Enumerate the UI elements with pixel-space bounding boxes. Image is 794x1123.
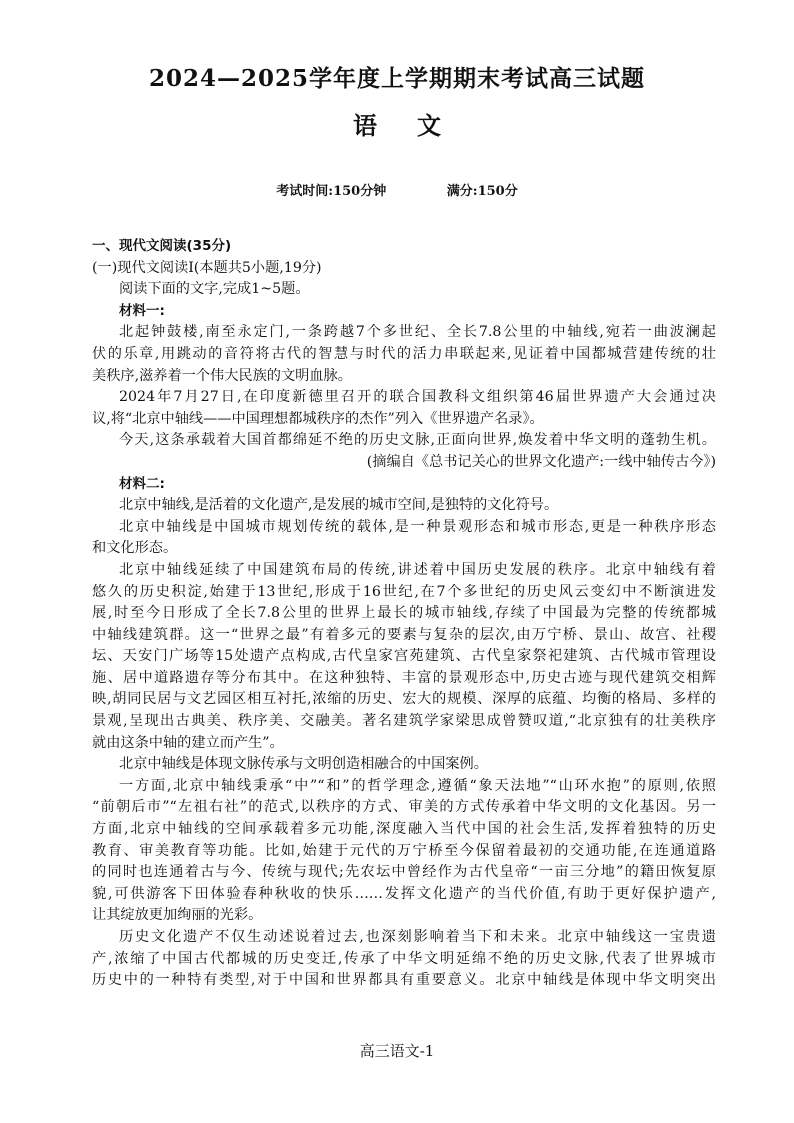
text-line: 教育、审美教育等功能。比如,始建于元代的万宁桥至今保留着最初的交通功能,在连通道路 <box>92 842 716 859</box>
text-line: 历史文化遗产不仅生动述说着过去,也深刻影响着当下和未来。北京中轴线这一宝贵遗 <box>119 929 716 945</box>
text-line: 展,时至今日形成了全长7.8公里的世界上最长的城市轴线,存续了中国最为完整的传统都城 <box>92 605 716 622</box>
text-line: 让其绽放更加绚丽的光彩。 <box>92 907 263 924</box>
text-line: 景观,呈现出古典美、秩序美、交融美。著名建筑学家梁思成曾赞叹道,“北京独有的壮美秩序 <box>92 713 716 730</box>
text-line: 就由这条中轴的建立而产生”。 <box>92 734 284 751</box>
full-score: 满分:150分 <box>446 184 518 199</box>
text-line: 材料一: <box>119 302 165 319</box>
text-line: 一、现代文阅读(35分) <box>92 238 232 254</box>
text-line: (一)现代文阅读Ⅰ(本题共5小题,19分) <box>92 259 322 276</box>
text-line: 北起钟鼓楼,南至永定门,一条跨越7个多世纪、全长7.8公里的中轴线,宛若一曲波澜起 <box>119 324 716 341</box>
text-line: 和文化形态。 <box>92 540 178 557</box>
text-line: (摘编自《总书记关心的世界文化遗产:一线中轴传古今》) <box>366 453 716 470</box>
exam-time: 考试时间:150分钟 <box>276 184 387 199</box>
text-line: 美秩序,滋养着一个伟大民族的文明血脉。 <box>92 367 352 384</box>
text-line: 北京中轴线是中国城市规划传统的载体,是一种景观形态和城市形态,更是一种秩序形态 <box>119 518 716 535</box>
text-line: 北京中轴线延续了中国建筑布局的传统,讲述着中国历史发展的秩序。北京中轴线有着 <box>119 561 716 578</box>
text-line: 貌,可供游客下田体验春种秋收的快乐……发挥文化遗产的当代价值,有助于更好保护遗产, <box>92 885 716 902</box>
exam-title: 2024—2025学年度上学期期末考试高三试题 <box>148 65 646 92</box>
text-line: 今天,这条承载着大国首都绵延不绝的历史文脉,正面向世界,焕发着中华文明的蓬勃生机。 <box>119 432 716 449</box>
text-line: 方面,北京中轴线的空间承载着多元功能,深度融入当代中国的社会生活,发挥着独特的历史 <box>92 821 716 838</box>
subject-title: 语文 <box>353 111 481 140</box>
exam-info <box>0 180 794 199</box>
text-line: 中轴线建筑群。这一“世界之最”有着多元的要素与复杂的层次,由万宁桥、景山、故宫、社稷 <box>92 626 716 643</box>
text-line: 伏的乐章,用跳动的音符将古代的智慧与时代的活力串联起来,见证着中国都城营建传统的壮 <box>92 345 716 362</box>
page-footer: 高三语文-1 <box>359 1042 435 1060</box>
text-line: 映,胡同民居与文艺园区相互衬托,浓缩的历史、宏大的规模、深厚的底蕴、均衡的格局、多样的 <box>92 691 716 708</box>
text-line: 坛、天安门广场等15处遗产点构成,古代皇家宫苑建筑、古代皇家祭祀建筑、古代城市管理设 <box>92 648 716 665</box>
text-line: 阅读下面的文字,完成1~5题。 <box>119 281 310 298</box>
reading-passage <box>92 236 716 992</box>
text-line: 2024年7月27日,在印度新德里召开的联合国教科文组织第46届世界遗产大会通过决 <box>119 389 716 406</box>
text-line: 一方面,北京中轴线秉承“中”“和”的哲学理念,遵循“象天法地”“山环水抱”的原则,依照 <box>119 777 716 794</box>
text-line: “前朝后市”“左祖右社”的范式,以秩序的方式、审美的方式传承着中华文明的文化基因。另一 <box>92 799 716 816</box>
text-line: 材料二: <box>119 475 165 492</box>
text-line: 北京中轴线,是活着的文化遗产,是发展的城市空间,是独特的文化符号。 <box>119 497 559 514</box>
text-line: 产,浓缩了中国古代都城的历史变迁,传承了中华文明延绵不绝的历史文脉,代表了世界城市 <box>92 950 716 967</box>
text-line: 历史中的一种特有类型,对于中国和世界都具有重要意义。北京中轴线是体现中华文明突出 <box>92 972 716 989</box>
text-line: 议,将“北京中轴线——中国理想都城秩序的杰作”列入《世界遗产名录》。 <box>92 410 544 427</box>
text-line: 的同时也连通着古与今、传统与现代;先农坛中曾经作为古代皇帝“一亩三分地”的籍田恢复原 <box>92 864 716 881</box>
text-line: 施、居中道路遗存等分布其中。在这种独特、丰富的景观形态中,历史古迹与现代建筑交相辉 <box>92 669 716 686</box>
text-line: 悠久的历史积淀,始建于13世纪,形成于16世纪,在7个多世纪的历史风云变幻中不断演进发 <box>92 583 716 600</box>
text-line: 北京中轴线是体现文脉传承与文明创造相融合的中国案例。 <box>119 756 488 773</box>
